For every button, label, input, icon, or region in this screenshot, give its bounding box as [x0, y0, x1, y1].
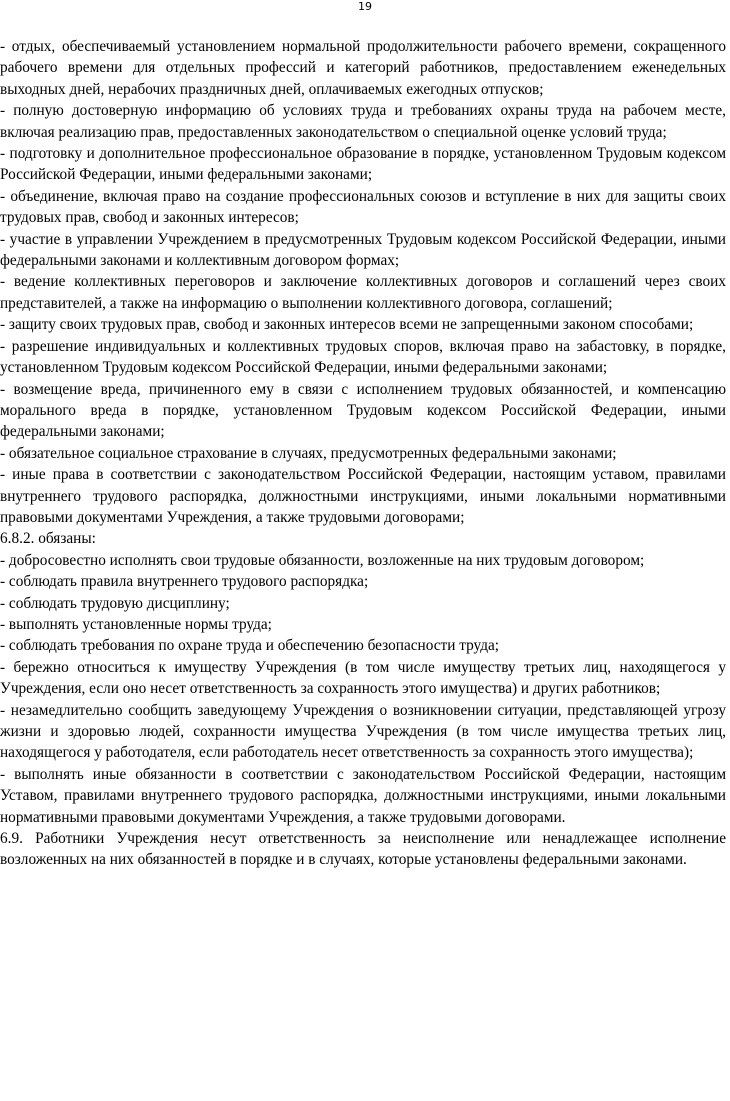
paragraph: - незамедлительно сообщить заведующему Учреждения о возникновении ситуации, представляющей угрозу жизни и здоровью людей, сохранности имущества Учреждения (в том числе имущества третьих лиц, находящегося у работодателя, если работодатель несет ответственность за сохранность этого имущества);: [0, 701, 726, 762]
paragraph: - полную достоверную информацию об условиях труда и требованиях охраны труда на рабочем месте, включая реализацию прав, предоставленных законодательством о специальной оценке условий труда;: [0, 102, 726, 141]
paragraph: - разрешение индивидуальных и коллективных трудовых споров, включая право на забастовку, в порядке, установленном Трудовым кодексом Российской Федерации, иными федеральными законами;: [0, 337, 726, 377]
paragraph: - обязательное социальное страхование в случаях, предусмотренных федеральными законами;: [0, 444, 617, 462]
paragraph: - объединение, включая право на создание профессиональных союзов и вступление в них для защиты своих трудовых прав, свобод и законных интересов;: [0, 187, 726, 227]
paragraph: - выполнять иные обязанности в соответствии с законодательством Российской Федерации, настоящим Уставом, правилами внутреннего трудового распорядка, должностными инструкциями, иными локальными нормативными правовыми документами Учреждения, а также трудовыми договорами.: [0, 765, 726, 826]
paragraph: - иные права в соответствии с законодательством Российской Федерации, настоящим уставом, правилами внутреннего трудового распорядка, должностными инструкциями, иными локальными нормативными правовыми документами Учреждения, а также трудовыми договорами;: [0, 466, 726, 526]
paragraph: - защиту своих трудовых прав, свобод и законных интересов всеми не запрещенными законом способами;: [0, 316, 694, 334]
paragraph: - выполнять установленные нормы труда;: [0, 615, 272, 633]
paragraph: - соблюдать трудовую дисциплину;: [0, 594, 230, 612]
page-number: 19: [358, 0, 372, 13]
section-heading: 6.8.2. обязаны:: [0, 530, 96, 548]
paragraph: - отдых, обеспечиваемый установлением нормальной продолжительности рабочего времени, сокращенного рабочего времени для отдельных профессий и категорий работников, предоставлением еженедельных выходных дней, нерабочих праздничных дней, оплачиваемых ежегодных отпусков;: [0, 38, 726, 98]
paragraph: - соблюдать правила внутреннего трудового распорядка;: [0, 573, 369, 591]
paragraph: - участие в управлении Учреждением в предусмотренных Трудовым кодексом Российской Федерации, иными федеральными законами и коллективным договором формах;: [0, 230, 726, 270]
paragraph: - добросовестно исполнять свои трудовые обязанности, возложенные на них трудовым договором;: [0, 551, 645, 569]
paragraph: - ведение коллективных переговоров и заключение коллективных договоров и соглашений через своих представителей, а также на информацию о выполнении коллективного договора, соглашений;: [0, 273, 726, 312]
paragraph: - подготовку и дополнительное профессиональное образование в порядке, установленном Трудовым кодексом Российской Федерации, иными федеральными законами;: [0, 145, 726, 184]
document-body: [0, 36, 726, 871]
paragraph: - бережно относиться к имуществу Учреждения (в том числе имуществу третьих лиц, находящегося у Учреждения, если оно несет ответственность за сохранность этого имущества) и других работников;: [0, 658, 726, 698]
paragraph: - возмещение вреда, причиненного ему в связи с исполнением трудовых обязанностей, и компенсацию морального вреда в порядке, установленном Трудовым кодексом Российской Федерации, иными федеральными законами;: [0, 380, 726, 441]
paragraph: - соблюдать требования по охране труда и обеспечению безопасности труда;: [0, 637, 500, 655]
paragraph: 6.9. Работники Учреждения несут ответственность за неисполнение или ненадлежащее исполнение возложенных на них обязанностей в порядке и в случаях, которые установлены федеральными законами.: [0, 830, 726, 869]
